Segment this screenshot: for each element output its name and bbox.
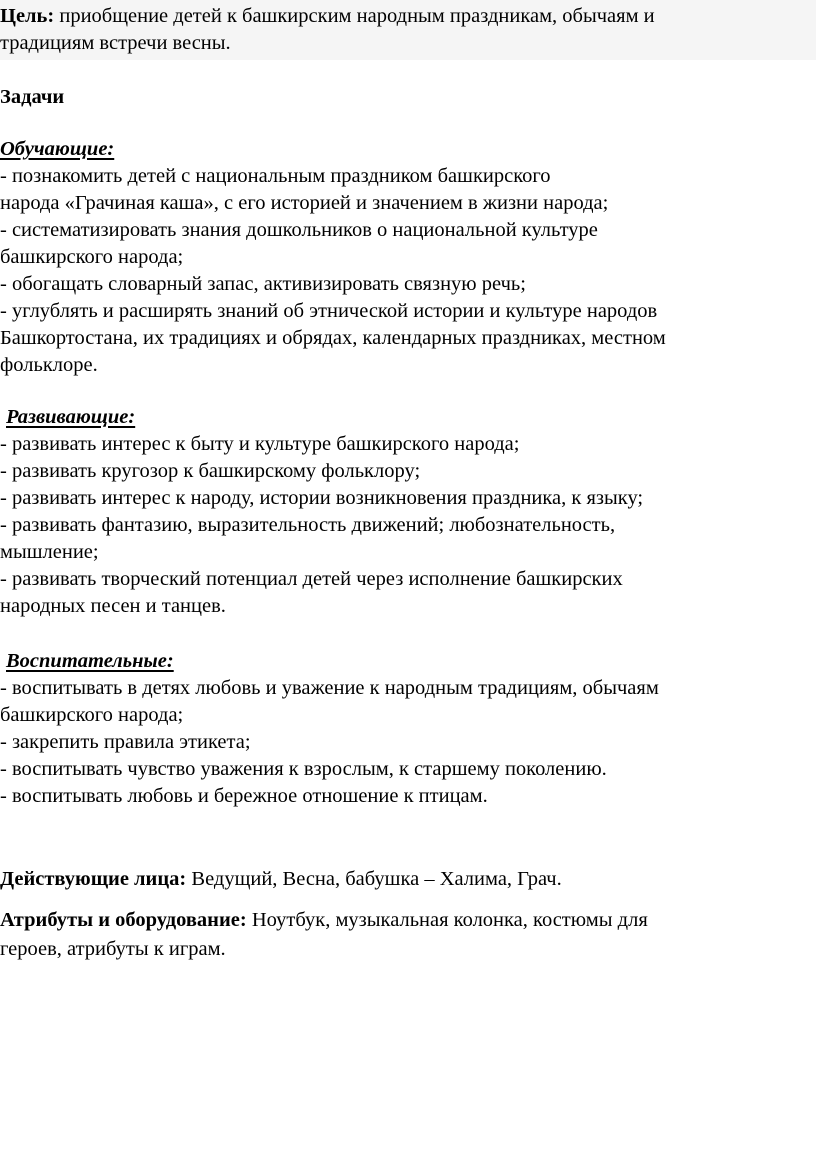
developing-line: мышление; bbox=[0, 541, 99, 563]
educational-line: - воспитывать чувство уважения к взрослым, к старшему поколению. bbox=[0, 758, 607, 780]
teaching-line: народа «Грачиная каша», с его историей и значением в жизни народа; bbox=[0, 192, 609, 214]
teaching-line: фольклоре. bbox=[0, 354, 98, 376]
teaching-line: Башкортостана, их традициях и обрядах, календарных праздниках, местном bbox=[0, 327, 666, 349]
teaching-line: - систематизировать знания дошкольников о национальной культуре bbox=[0, 219, 598, 241]
developing-line: - развивать интерес к народу, истории возникновения праздника, к языку; bbox=[0, 487, 644, 509]
teaching-line: - обогащать словарный запас, активизировать связную речь; bbox=[0, 273, 526, 295]
teaching-heading-line bbox=[0, 136, 114, 163]
developing-line: - развивать творческий потенциал детей через исполнение башкирских bbox=[0, 568, 623, 590]
goal-label: Цель: bbox=[0, 5, 55, 27]
educational-line: башкирского народа; bbox=[0, 704, 184, 726]
characters-text: Ведущий, Весна, бабушка – Халима, Грач. bbox=[186, 868, 562, 890]
teaching-line: башкирского народа; bbox=[0, 246, 184, 268]
characters-line bbox=[0, 866, 562, 893]
developing-line: - развивать интерес к быту и культуре башкирского народа; bbox=[0, 433, 520, 455]
educational-heading: Воспитательные: bbox=[6, 650, 174, 672]
goal-text-1: приобщение детей к башкирским народным праздникам, обычаям и bbox=[54, 5, 655, 27]
goal-line-1 bbox=[0, 3, 655, 30]
characters-label: Действующие лица: bbox=[0, 868, 187, 890]
tasks-heading: Задачи bbox=[0, 86, 65, 108]
teaching-line: - познакомить детей с национальным праздником башкирского bbox=[0, 165, 551, 187]
goal-line-2: традициям встречи весны. bbox=[0, 32, 231, 54]
developing-line: народных песен и танцев. bbox=[0, 595, 226, 617]
attributes-line-2: героев, атрибуты к играм. bbox=[0, 938, 226, 960]
attributes-line-1 bbox=[0, 907, 648, 934]
attributes-label: Атрибуты и оборудование: bbox=[0, 909, 247, 931]
educational-line: - воспитывать любовь и бережное отношение к птицам. bbox=[0, 785, 488, 807]
educational-line: - воспитывать в детях любовь и уважение к народным традициям, обычаям bbox=[0, 677, 659, 699]
developing-line: - развивать кругозор к башкирскому фольклору; bbox=[0, 460, 421, 482]
developing-line: - развивать фантазию, выразительность движений; любознательность, bbox=[0, 514, 616, 536]
developing-heading: Развивающие: bbox=[6, 406, 136, 428]
teaching-heading: Обучающие: bbox=[0, 138, 115, 160]
attributes-text-1: Ноутбук, музыкальная колонка, костюмы для bbox=[246, 909, 648, 931]
educational-heading-line bbox=[6, 648, 174, 675]
developing-heading-line bbox=[6, 404, 135, 431]
educational-line: - закрепить правила этикета; bbox=[0, 731, 251, 753]
teaching-line: - углублять и расширять знаний об этнической истории и культуре народов bbox=[0, 300, 658, 322]
